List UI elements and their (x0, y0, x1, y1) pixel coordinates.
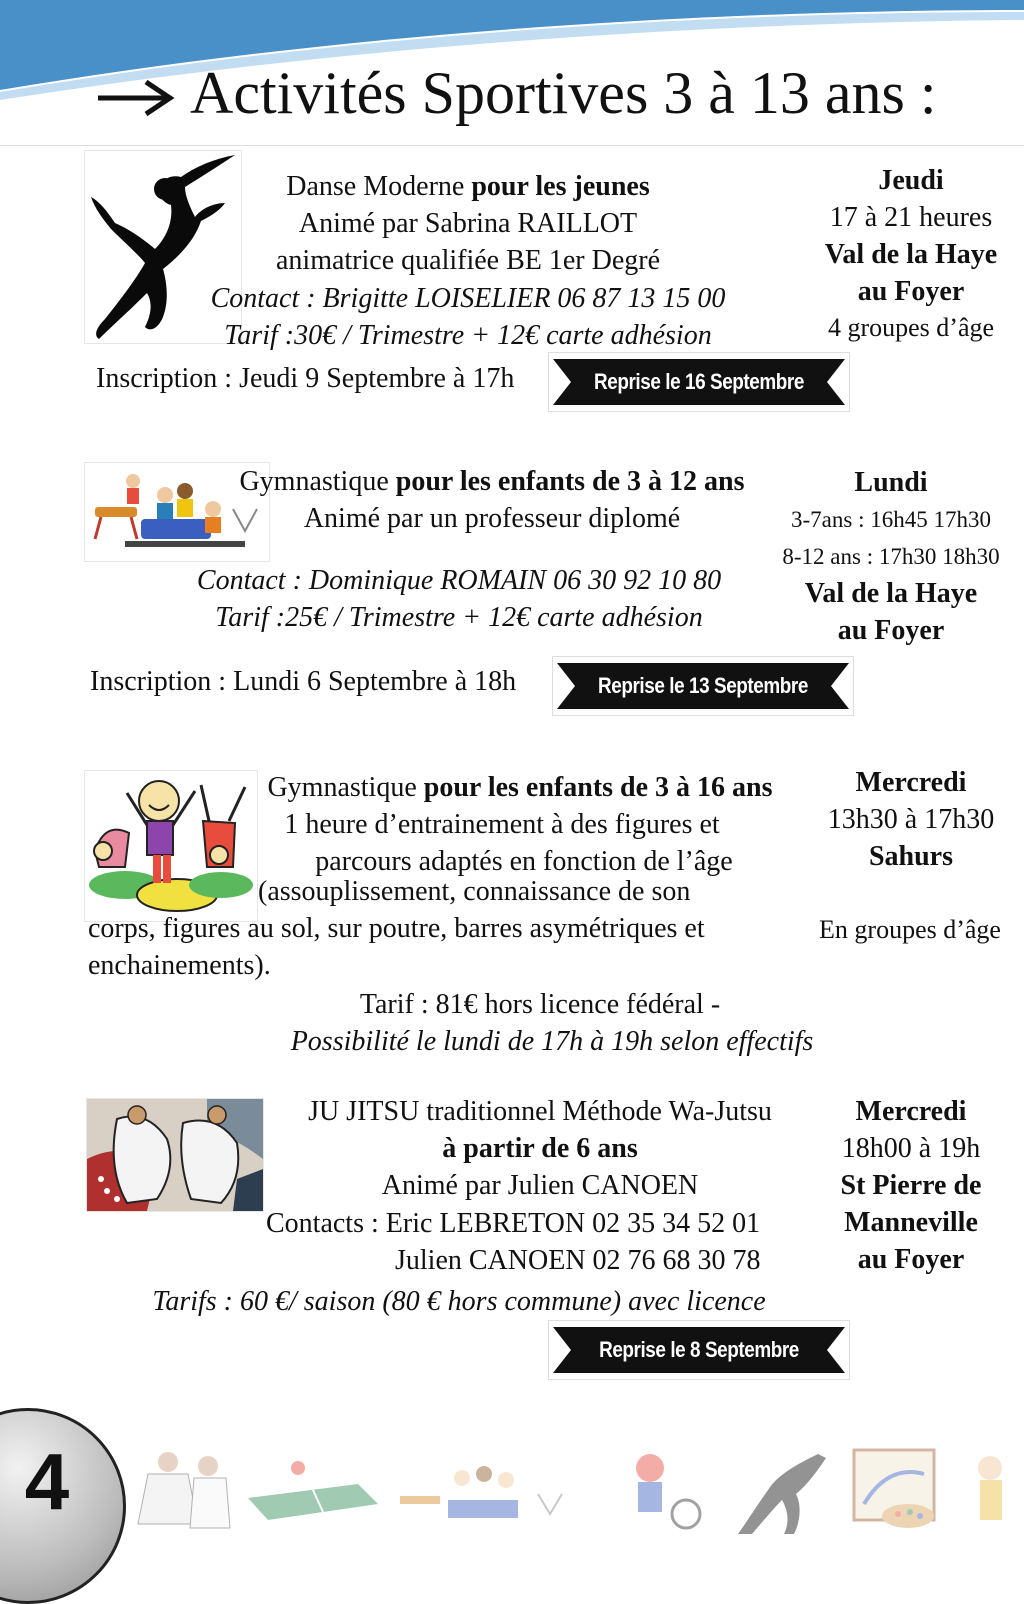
section4-schedule (808, 1093, 1014, 1278)
schedule-time: 13h30 à 17h30 (827, 804, 995, 835)
schedule-place: au Foyer (837, 615, 945, 646)
section4-trainer: Animé par Julien CANOEN (381, 1170, 699, 1201)
section1-tarif: Tarif :30€ / Trimestre + 12€ carte adhésion (224, 320, 712, 351)
section4-contact: Contacts : Eric LEBRETON 02 35 34 52 01 (266, 1208, 761, 1239)
schedule-time: 18h00 à 19h (841, 1133, 981, 1164)
section2-title-line (198, 463, 786, 500)
activity-name: Gymnastique (239, 466, 396, 497)
section4-title: JU JITSU traditionnel Méthode Wa-Jutsu (308, 1096, 772, 1127)
arrow-right-icon (96, 78, 180, 118)
ping-pong-icon (248, 1461, 378, 1520)
reprise-banner-label: Reprise le 16 Septembre (594, 369, 804, 394)
reprise-banner (552, 656, 854, 716)
page-title: Activités Sportives 3 à 13 ans : (190, 60, 937, 126)
painting-icon (854, 1450, 1002, 1528)
section1-schedule (808, 162, 1014, 346)
section3-tarif: Tarif : 81€ hors licence fédéral - (359, 989, 721, 1020)
activity-audience: pour les jeunes (471, 171, 650, 202)
schedule-day: Mercredi (855, 1096, 967, 1127)
schedule-place: au Foyer (857, 1244, 965, 1275)
section4-audience: à partir de 6 ans (442, 1133, 638, 1164)
schedule-place: St Pierre de (840, 1170, 982, 1201)
activity-audience: pour les enfants de 3 à 12 ans (395, 466, 745, 497)
section1-inscription: Inscription : Jeudi 9 Septembre à 17h (96, 363, 515, 394)
gymnastics-icon (400, 1466, 562, 1518)
schedule-note: En groupes d’âge (819, 915, 1001, 944)
tennis-icon (636, 1454, 700, 1528)
reprise-banner-label: Reprise le 8 Septembre (599, 1337, 799, 1362)
section2-schedule (760, 464, 1022, 649)
section3-description: 1 heure d’entrainement à des figures et (284, 809, 720, 840)
schedule-day: Mercredi (855, 767, 967, 798)
section3-title-line (232, 769, 808, 806)
section1-trainer: Animé par Sabrina RAILLOT (298, 208, 638, 239)
reprise-banner (548, 1320, 850, 1380)
section1-contact: Contact : Brigitte LOISELIER 06 87 13 15 00 (210, 283, 726, 314)
schedule-place: Val de la Haye (804, 578, 978, 609)
schedule-slot: 3-7ans : 16h45 17h30 (791, 507, 991, 532)
reprise-banner (548, 352, 850, 412)
judo-icon (138, 1452, 230, 1528)
activity-name: Gymnastique (267, 772, 424, 803)
reprise-banner-label: Reprise le 13 Septembre (598, 673, 808, 698)
section3-description: enchainements). (88, 950, 271, 981)
section1-qualification: animatrice qualifiée BE 1er Degré (275, 245, 661, 276)
schedule-place: Sahurs (868, 841, 954, 872)
schedule-place: au Foyer (857, 276, 965, 307)
jujitsu-artwork-icon (86, 1098, 264, 1212)
section1-title-line (240, 168, 696, 205)
schedule-day: Lundi (854, 467, 928, 498)
footer-sports-strip (118, 1444, 1024, 1536)
schedule-note: 4 groupes d’âge (827, 313, 995, 342)
section3-schedule (808, 764, 1014, 875)
activity-audience: pour les enfants de 3 à 16 ans (423, 772, 773, 803)
section2-trainer: Animé par un professeur diplomé (303, 503, 681, 534)
header-divider (0, 145, 1024, 146)
section3-description: parcours adaptés en fonction de l’âge (315, 846, 733, 877)
section2-tarif: Tarif :25€ / Trimestre + 12€ carte adhésion (215, 602, 703, 633)
section3-possibility: Possibilité le lundi de 17h à 19h selon effectifs (290, 1026, 814, 1057)
section4-contact: Julien CANOEN 02 76 68 30 78 (395, 1245, 761, 1276)
activity-name: Danse Moderne (286, 171, 472, 202)
schedule-place: Val de la Haye (824, 239, 998, 270)
page-number: 4 (24, 1437, 70, 1526)
schedule-time: 17 à 21 heures (829, 202, 993, 233)
section2-contact: Contact : Dominique ROMAIN 06 30 92 10 80 (196, 565, 722, 596)
section2-inscription: Inscription : Lundi 6 Septembre à 18h (90, 666, 517, 697)
schedule-slot: 8-12 ans : 17h30 18h30 (782, 544, 1000, 569)
section4-tarif: Tarifs : 60 €/ saison (80 € hors commune) avec licence (152, 1286, 766, 1317)
schedule-place: Manneville (844, 1207, 978, 1238)
section3-description: (assouplissement, connaissance de son (258, 876, 691, 907)
section3-description: corps, figures au sol, sur poutre, barres asymétriques et (88, 913, 705, 944)
dancer-icon (738, 1454, 826, 1534)
schedule-day: Jeudi (878, 165, 944, 196)
